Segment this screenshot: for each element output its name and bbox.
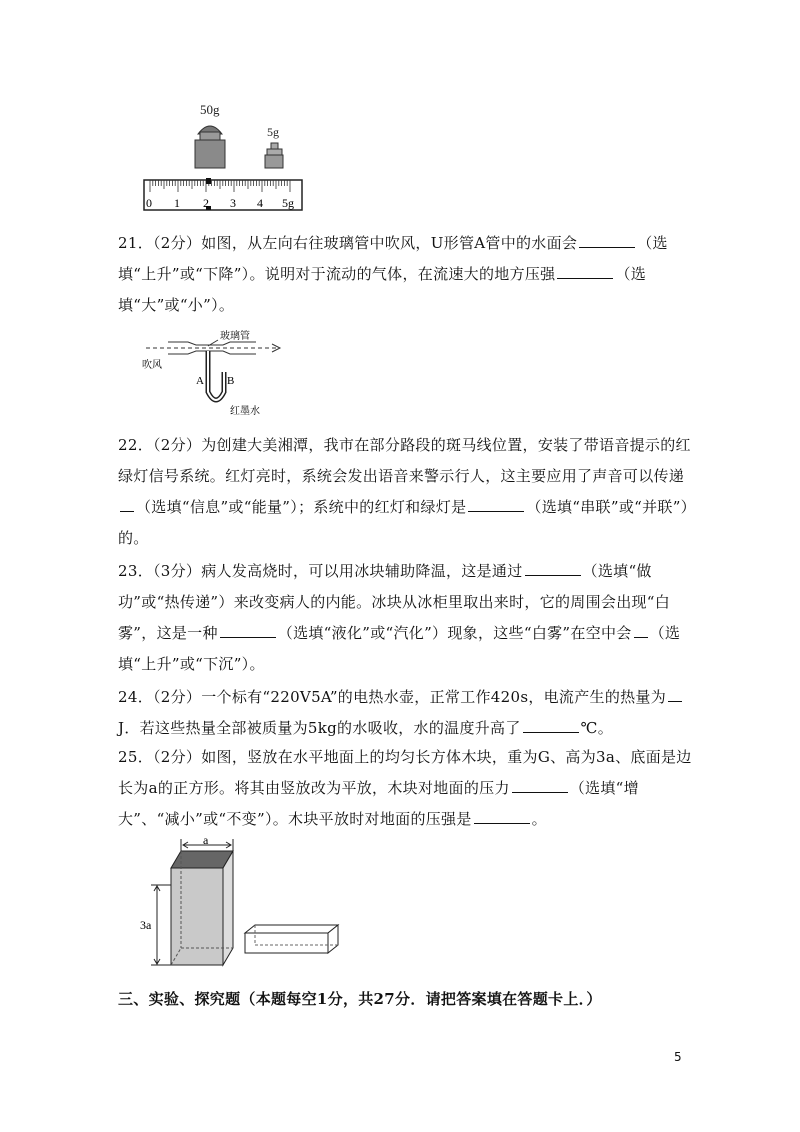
answer-blank[interactable] — [668, 687, 682, 702]
question-text: （选填“上升”或“下降”）。说明对于流动的气体，在流速大的地方压强 — [118, 234, 668, 283]
answer-blank[interactable] — [525, 561, 581, 576]
answer-blank[interactable] — [512, 778, 568, 793]
balance-weights-figure — [140, 98, 310, 216]
answer-blank[interactable] — [579, 233, 635, 248]
question-text: 。 — [531, 810, 547, 828]
question-number: 21 — [118, 234, 138, 252]
scale-label-3: 3 — [230, 196, 236, 210]
u-tube-figure — [138, 330, 288, 420]
scale-label-5g: 5g — [282, 196, 294, 210]
width-a-label: a — [203, 835, 209, 847]
scale-label-0: 0 — [146, 196, 152, 210]
question-text: ．（3分）病人发高烧时，可以用冰块辅助降温，这是通过 — [137, 562, 523, 580]
answer-blank[interactable] — [557, 264, 613, 279]
blow-label: 吹风 — [142, 360, 162, 371]
weight-50g-label: 50g — [200, 102, 220, 117]
question-text: ．（2分）为创建大美湘潭，我市在部分路段的斑马线位置，安装了带语音提示的红绿灯信号系统。红灯亮时，系统会发出语音来警示行人，这主要应用了声音可以传递 — [118, 436, 691, 485]
answer-blank[interactable] — [468, 497, 524, 512]
question-text: （选填“串联”或“并联”）的。 — [118, 498, 696, 547]
tube-b-label: B — [227, 375, 235, 387]
question-text: ．（2分）如图，从左向右往玻璃管中吹风，U形管A管中的水面会 — [137, 234, 578, 252]
weight-5g-label: 5g — [267, 125, 279, 139]
scale-label-4: 4 — [257, 196, 263, 210]
glass-tube-label: 玻璃管 — [220, 331, 250, 342]
question-text: ．（2分）如图，竖放在水平地面上的均匀长方体木块，重为G、高为3a、底面是边长为a的正方形。将其由竖放改为平放，木块对地面的压力 — [118, 748, 692, 797]
question-number: 22 — [118, 436, 138, 454]
answer-blank[interactable] — [120, 497, 134, 512]
blocks-figure — [138, 835, 348, 970]
answer-blank[interactable] — [523, 718, 579, 733]
section-heading: 三、实验、探究题（本题每空1分，共27分．请把答案填在答题卡上．） — [118, 990, 602, 1008]
answer-blank[interactable] — [634, 623, 648, 638]
question-text: （选填“做功”或“热传递”）来改变病人的内能。冰块从冰柜里取出来时，它的周围会出现“白雾”，这是一种 — [118, 562, 671, 642]
page-number: 5 — [674, 1050, 682, 1064]
question-22 — [118, 430, 698, 554]
question-number: 25 — [118, 748, 138, 766]
question-text: （选填“液化”或“汽化”）现象，这些“白雾”在空中会 — [277, 624, 632, 642]
answer-blank[interactable] — [220, 623, 276, 638]
tube-a-label: A — [196, 375, 204, 387]
question-24 — [118, 682, 698, 744]
red-ink-label: 红墨水 — [230, 406, 260, 417]
question-text: （选填“上升”或“下沉”）。 — [118, 624, 681, 673]
question-number: 23 — [118, 562, 138, 580]
answer-blank[interactable] — [474, 809, 530, 824]
question-text: ．（2分）一个标有“220V5A”的电热水壶，正常工作420s，电流产生的热量为 — [137, 688, 667, 706]
scale-label-2: 2 — [203, 196, 209, 210]
question-text: （选填“增大”、“减小”或“不变”）。木块平放时对地面的压强是 — [118, 779, 639, 828]
question-text: J．若这些热量全部被质量为5kg的水吸收，水的温度升高了 — [118, 719, 521, 737]
question-text: （选填“大”或“小”）。 — [118, 265, 647, 314]
height-3a-label: 3a — [140, 918, 152, 932]
question-25 — [118, 742, 698, 835]
question-text: ℃。 — [580, 719, 614, 737]
question-23 — [118, 556, 698, 680]
question-text: （选填“信息”或“能量”）；系统中的红灯和绿灯是 — [136, 498, 467, 516]
question-number: 24 — [118, 688, 138, 706]
scale-label-1: 1 — [174, 196, 180, 210]
question-21 — [118, 228, 698, 321]
